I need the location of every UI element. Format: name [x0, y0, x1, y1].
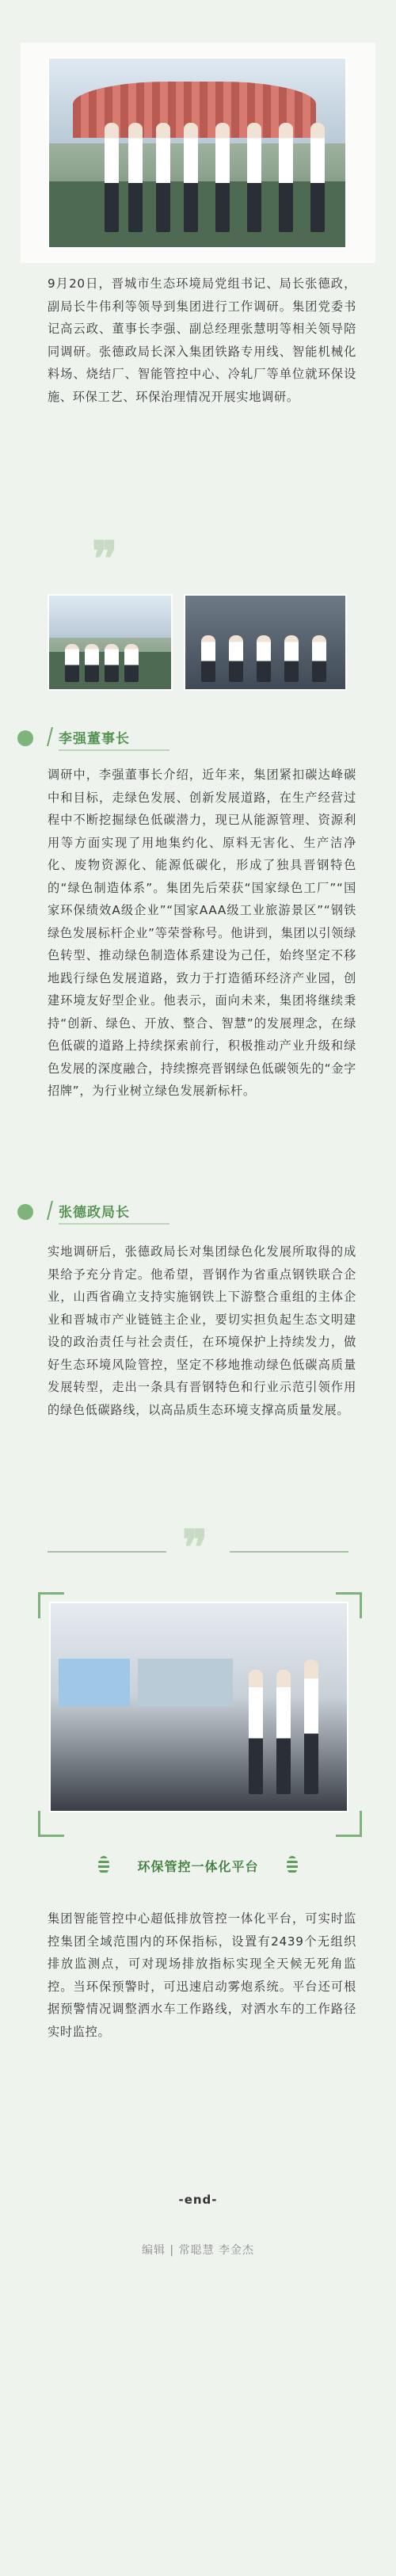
section-title: 李强董事长 — [59, 731, 130, 747]
site-photo-right — [185, 596, 345, 689]
divider-right — [230, 1551, 348, 1553]
section-head-director — [17, 1196, 160, 1225]
director-paragraph: 实地调研后，张德政局长对集团绿色化发展所取得的成果给予充分肯定。他希望，晋钢作为省重点钢铁联合企业，山西省确立支持实施钢铁上下游整合重组的主体企业和晋城市产业链链主企业，要切实担负起生态文明建设的政治责任与社会责任，在环境保护上持续发力，做好生态环境风险管控，坚定不移地推动绿色低碳高质量发展转型，走出一条具有晋钢特色和行业示范引领作用的绿色低碳路线，以高品质生态环境支撑高质量发展。 — [48, 1244, 356, 1417]
quote-mark-icon: ❞ — [92, 532, 118, 587]
editor-credit: 编辑 | 常聪慧 李金杰 — [141, 2244, 255, 2257]
section-head-chairman — [17, 722, 160, 751]
chairman-paragraph: 调研中，李强董事长介绍，近年来，集团紧扣碳达峰碳中和目标，走绿色发展、创新发展道路，在生产经营过程中不断挖掘绿色低碳潜力，现已从能源管理、资源利用等方面实现了用地集约化、原料无害化、生产洁净化、废物资源化、能源低碳化，形成了独具晋钢特色的“绿色制造体系”。集团先后荣获“国家绿色工厂”“国家环保绩效A级企业”“国家AAA级工业旅游景区”“钢铁绿色发展标杆企业”等荣誉称号。他讲到，集团以引领绿色转型、推动绿色制造体系建设为己任，始终坚定不移地践行绿色发展道路，致力于打造循环经济产业园，创建环境友好型企业。他表示，面向未来，集团将继续秉持“创新、绿色、开放、整合、智慧”的发展理念，在绿色低碳的道路上持续探索前行，积极推动产业升级和绿色发展的深度融合，持续擦亮晋钢绿色低碳领先的“金字招牌”，为行业树立绿色发展新标杆。 — [48, 768, 356, 1098]
site-photo-left — [49, 596, 171, 689]
section-title: 张德政局长 — [59, 1205, 130, 1221]
control-center-photo — [51, 1603, 347, 1811]
intro-paragraph: 9月20日，晋城市生态环境局党组书记、局长张德政，副局长牛伟利等领导到集团进行工作调研。集团党委书记高云政、董事长李强、副总经理张慧明等相关领导陪同调研。张德政局长深入集团铁路专用线、智能机械化料场、烧结厂、智能管控中心、冷轧厂等单位就环保设施、环保工艺、环保治理情况开展实地调研。 — [48, 276, 356, 404]
leaf-icon — [287, 1856, 298, 1873]
platform-title: 环保管控一体化平台 — [137, 1859, 259, 1874]
quote-mark-icon: ❞ — [182, 1520, 208, 1576]
dot-icon — [17, 730, 33, 746]
platform-paragraph: 集团智能管控中心超低排放管控一体化平台，可实时监控集团全域范围内的环保指标，设置有2439个无组织排放监测点，可对现场排放指标实现全天候无死角监控。当环保预警时，可迅速启动雾炮系统。平台还可根据预警情况调整洒水车工作路线，对洒水车的工作路径实时监控。 — [48, 1911, 356, 2039]
end-marker: -end- — [178, 2193, 218, 2207]
hero-photo — [49, 59, 345, 247]
divider-left — [48, 1551, 166, 1553]
dot-icon — [17, 1204, 33, 1220]
